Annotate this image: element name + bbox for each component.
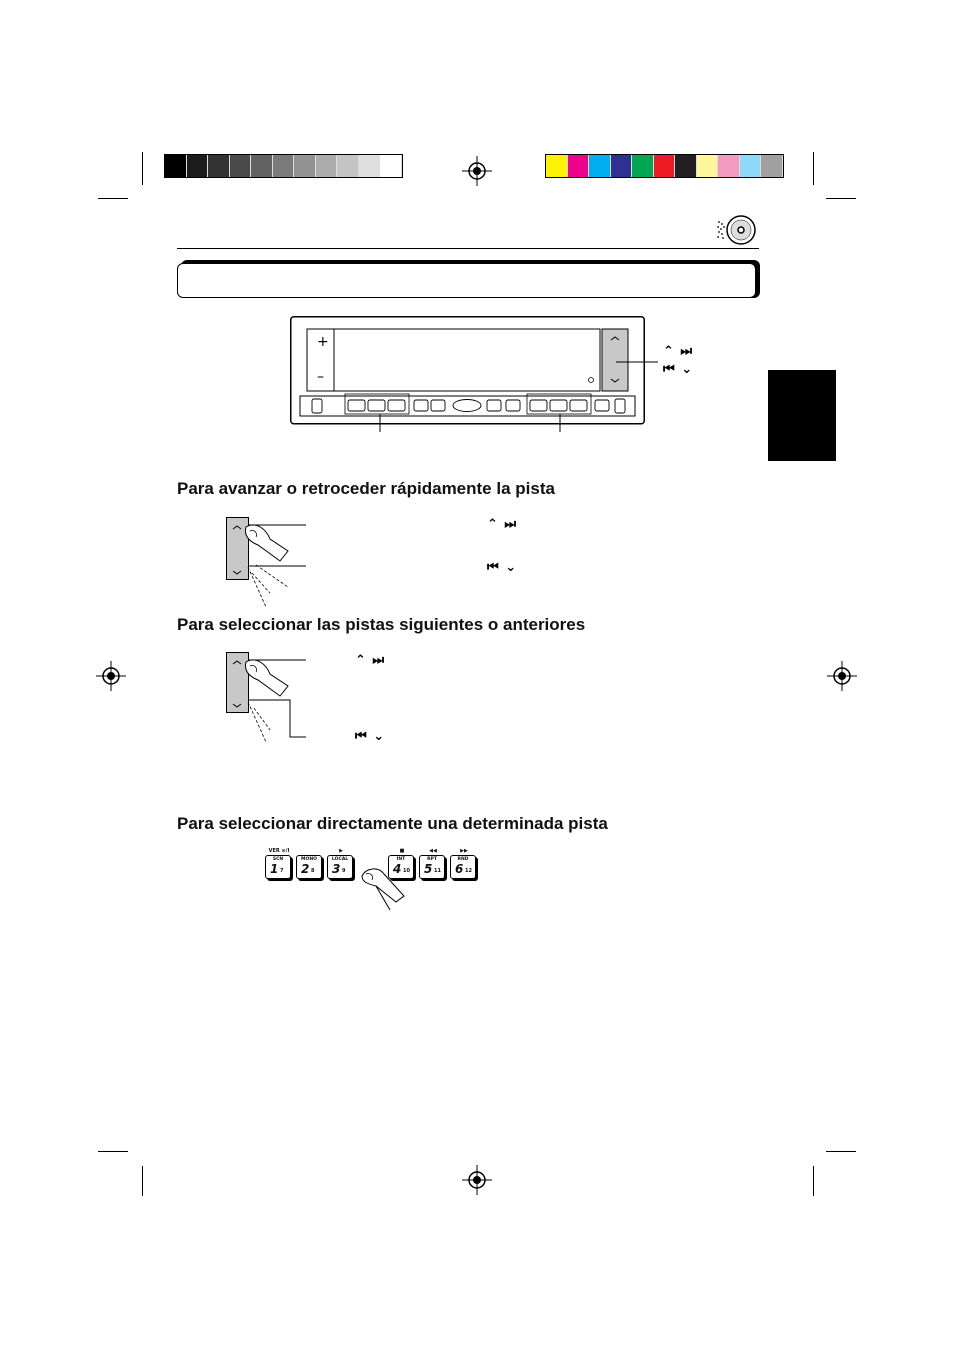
preset-button-number: 4 (393, 862, 402, 876)
preset-button-label: RND (457, 857, 469, 862)
preset-button-5 (418, 848, 446, 882)
gray-swatch (380, 155, 402, 177)
panel-callout-up: ⌃ ⏭ (663, 344, 694, 359)
gray-swatch (230, 155, 252, 177)
color-swatch (761, 155, 783, 177)
registration-mark-icon (96, 661, 126, 691)
crop-mark (98, 1151, 128, 1152)
fast-up-callout: ⌃ ⏭ (487, 517, 518, 532)
gray-swatch (273, 155, 295, 177)
preset-button-top-label: ■ (399, 848, 405, 854)
crop-mark (813, 152, 814, 185)
fast-down-callout: ⏮ ⌄ (487, 560, 518, 575)
preset-button-number: 3 (332, 862, 341, 876)
color-swatch (654, 155, 676, 177)
section-title-box (177, 263, 756, 298)
color-swatch (697, 155, 719, 177)
gray-swatch (359, 155, 381, 177)
header-rule (177, 248, 759, 249)
registration-mark-icon (462, 156, 492, 186)
preset-button-number: 5 (424, 862, 433, 876)
finger-press-preset-illustration (360, 866, 410, 914)
preset-button-6 (449, 848, 477, 882)
color-swatch (632, 155, 654, 177)
preset-button-label: MONO (301, 857, 317, 862)
preset-button-top-label: ▶▶ (460, 848, 468, 854)
preset-button-subnumber: 7 (280, 868, 284, 874)
volume-minus-label: – (317, 369, 325, 385)
gray-swatch (316, 155, 338, 177)
preset-button-label: SCN (272, 857, 284, 862)
car-stereo-panel (290, 316, 645, 426)
preset-button-body (450, 855, 476, 879)
volume-plus-label: + (317, 334, 330, 350)
process-color-bar (545, 154, 784, 178)
preset-button-2 (295, 848, 323, 882)
color-swatch (740, 155, 762, 177)
crop-mark (142, 152, 143, 185)
preset-button-1 (264, 848, 292, 882)
preset-button-subnumber: 12 (465, 868, 472, 874)
select-up-callout: ⌃ ⏭ (355, 653, 386, 668)
color-swatch (589, 155, 611, 177)
color-swatch (546, 155, 568, 177)
select-down-callout: ⏮ ⌄ (355, 729, 386, 744)
preset-button-body (419, 855, 445, 879)
preset-button-number: 2 (301, 862, 310, 876)
preset-button-subnumber: 11 (434, 868, 441, 874)
preset-button-label: RPT (427, 857, 437, 862)
crop-mark (142, 1166, 143, 1196)
preset-button-top-label: ◀◀ (429, 848, 437, 854)
preset-button-top-label: ▶ (339, 848, 343, 854)
registration-mark-icon (462, 1165, 492, 1195)
gray-swatch (337, 155, 359, 177)
preset-button-subnumber: 8 (311, 868, 315, 874)
crop-mark (826, 198, 856, 199)
finger-press-button-illustration (226, 517, 306, 609)
preset-button-3 (326, 848, 354, 882)
cd-icon (714, 214, 758, 246)
language-side-tab (768, 370, 836, 461)
preset-button-number: 6 (455, 862, 464, 876)
panel-callout-down: ⏮ ⌄ (663, 362, 694, 377)
preset-button-label: LOCAL (331, 857, 349, 862)
gray-swatch (294, 155, 316, 177)
registration-mark-icon (827, 661, 857, 691)
heading-select-tracks: Para seleccionar las pistas siguientes o anteriores (177, 615, 586, 634)
color-swatch (611, 155, 633, 177)
preset-button-body (265, 855, 291, 879)
crop-mark (98, 198, 128, 199)
gray-swatch (165, 155, 187, 177)
gray-swatch (208, 155, 230, 177)
grayscale-color-bar (164, 154, 403, 178)
preset-button-number: 1 (270, 862, 279, 876)
preset-button-top-label: VER ⊙/I (268, 848, 290, 854)
preset-button-body (296, 855, 322, 879)
preset-button-body (327, 855, 353, 879)
preset-button-subnumber: 9 (342, 868, 346, 874)
color-swatch (718, 155, 740, 177)
finger-select-button-illustration (226, 652, 306, 744)
color-swatch (675, 155, 697, 177)
color-swatch (568, 155, 590, 177)
preset-button-label: INT (396, 857, 406, 862)
crop-mark (826, 1151, 856, 1152)
preset-button-subnumber: 10 (403, 868, 410, 874)
gray-swatch (251, 155, 273, 177)
heading-fast-forward: Para avanzar o retroceder rápidamente la pista (177, 479, 555, 498)
crop-mark (813, 1166, 814, 1196)
heading-direct-select: Para seleccionar directamente una determinada pista (177, 814, 608, 833)
gray-swatch (187, 155, 209, 177)
